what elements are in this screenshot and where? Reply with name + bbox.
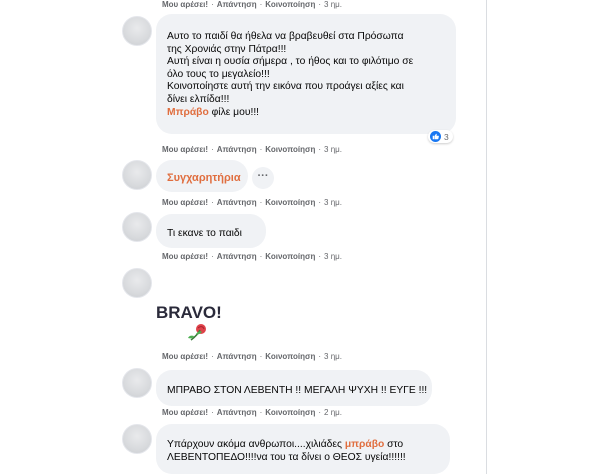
reply-link[interactable]: Απάντηση xyxy=(216,0,257,9)
comment-text-line: όλο τους το μεγαλείο!!! xyxy=(167,68,270,80)
comment-time[interactable]: 3 ημ. xyxy=(324,198,342,207)
comment-author[interactable] xyxy=(167,376,421,385)
comment-time[interactable]: 2 ημ. xyxy=(324,408,342,417)
share-link[interactable]: Κοινοποίηση xyxy=(265,0,316,9)
comment-actions: Μου αρέσει! · Απάντηση · Κοινοποίηση · 3 ημ. xyxy=(162,0,342,9)
comment-actions: Μου αρέσει! · Απάντηση · Κοινοποίηση · 3 ημ. xyxy=(162,145,342,154)
sticker-text: BRAVO! xyxy=(156,303,222,322)
scrollbar[interactable] xyxy=(486,0,487,474)
comment-time[interactable]: 3 ημ. xyxy=(324,252,342,261)
avatar[interactable] xyxy=(122,268,152,298)
like-link[interactable]: Μου αρέσει! xyxy=(162,145,209,154)
comment-time[interactable]: 3 ημ. xyxy=(324,352,342,361)
reactions-count[interactable]: 3 xyxy=(428,130,453,143)
reply-link[interactable]: Απάντηση xyxy=(216,352,257,361)
avatar[interactable] xyxy=(122,160,152,190)
comment-actions: Μου αρέσει! · Απάντηση · Κοινοποίηση · 3 ημ. xyxy=(162,252,342,261)
avatar[interactable] xyxy=(122,212,152,242)
comment-author[interactable] xyxy=(167,220,255,228)
comment-bubble xyxy=(156,424,450,474)
share-link[interactable]: Κοινοποίηση xyxy=(265,352,316,361)
comment-text-line: της Χρονιάς στην Πάτρα!!! xyxy=(167,43,287,55)
comment-text: ΜΠΡΑΒΟ ΣΤΟΝ ΛΕΒΕΝΤΗ !! ΜΕΓΑΛΗ ΨΥΧΗ !! ΕΥΓΕ !!! xyxy=(167,385,428,396)
comment-time[interactable]: 3 ημ. xyxy=(324,145,342,154)
reply-link[interactable]: Απάντηση xyxy=(216,198,257,207)
comment-text-line: Κοινοποίηστε αυτή την εικόνα που προάγει αξίες και xyxy=(167,81,404,93)
share-link[interactable]: Κοινοποίηση xyxy=(265,145,316,154)
comment-time[interactable]: 3 ημ. xyxy=(324,0,342,9)
reply-link[interactable]: Απάντηση xyxy=(216,145,257,154)
comment-bubble xyxy=(156,214,266,248)
share-link[interactable]: Κοινοποίηση xyxy=(265,252,316,261)
highlighted-word: Μπράβο xyxy=(167,106,209,118)
comment-bubble xyxy=(156,160,248,192)
bravo-sticker[interactable] xyxy=(154,296,224,336)
comment-bubble xyxy=(156,14,456,134)
avatar[interactable] xyxy=(122,368,152,398)
comment-actions: Μου αρέσει! · Απάντηση · Κοινοποίηση · 3 ημ. xyxy=(162,352,342,361)
like-link[interactable]: Μου αρέσει! xyxy=(162,408,209,417)
comment-bubble xyxy=(156,370,432,406)
comment-text-line: Μπράβο φίλε μου!!! xyxy=(167,106,260,118)
avatar[interactable] xyxy=(122,424,152,454)
share-link[interactable]: Κοινοποίηση xyxy=(265,408,316,417)
like-link[interactable]: Μου αρέσει! xyxy=(162,252,209,261)
like-link[interactable]: Μου αρέσει! xyxy=(162,198,209,207)
reply-link[interactable]: Απάντηση xyxy=(216,408,257,417)
highlighted-word: μπράβο xyxy=(344,439,385,450)
share-link[interactable]: Κοινοποίηση xyxy=(265,198,316,207)
comment-text-line: ΛΕΒΕΝΤΟΠΕΔΟ!!!!να του τα δίνει ο ΘΕΟΣ υγεία!!!!!! xyxy=(167,451,406,463)
comment-text-line: δίνει ελπίδα!!! xyxy=(167,93,230,105)
more-options-button[interactable]: ··· xyxy=(252,167,274,189)
avatar[interactable] xyxy=(122,16,152,46)
comment-text: Συγχαρητήρια xyxy=(167,172,241,184)
comment-author[interactable] xyxy=(167,21,445,31)
comment-actions: Μου αρέσει! · Απάντηση · Κοινοποίηση · 3 ημ. xyxy=(162,198,342,207)
comment-author[interactable] xyxy=(167,165,237,172)
comment-text-line: Υπάρχουν ακόμα ανθρωποι....χιλιάδες μπράβο στο xyxy=(167,439,404,450)
comment-actions: Μου αρέσει! · Απάντηση · Κοινοποίηση · 2 ημ. xyxy=(162,408,342,417)
like-link[interactable]: Μου αρέσει! xyxy=(162,0,209,9)
comment-text-line: Αυτο το παιδί θα ήθελα να βραβευθεί στα Πρόσωπα xyxy=(167,31,404,42)
like-reaction-icon xyxy=(430,131,441,142)
rose-icon xyxy=(188,324,206,340)
comment-author[interactable] xyxy=(167,430,439,439)
like-link[interactable]: Μου αρέσει! xyxy=(162,352,209,361)
comment-text-line: Αυτή είναι η ουσία σήμερα , το ήθος και το φιλότιμο σε xyxy=(167,56,414,68)
reply-link[interactable]: Απάντηση xyxy=(216,252,257,261)
comment-text: Τι εκανε το παιδι xyxy=(167,228,242,239)
